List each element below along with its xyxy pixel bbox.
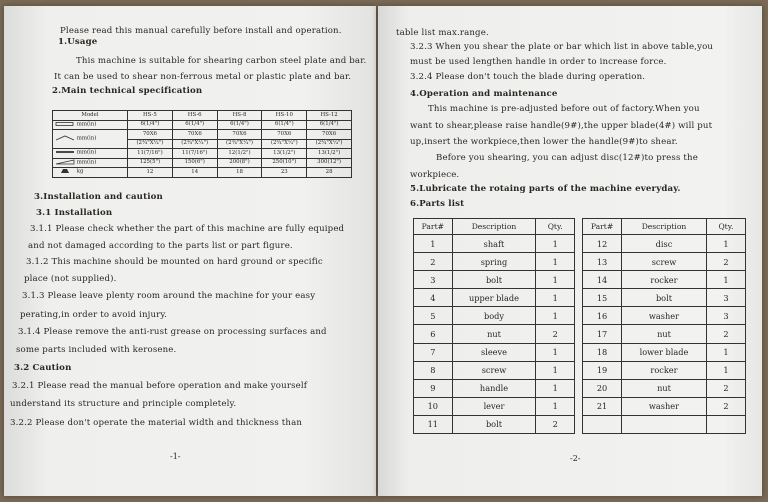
unit-label: mm(in) [76, 121, 97, 128]
parts-cell: sleeve [452, 343, 536, 361]
body-text: up,insert the workpiece,then lower the handle(9#)to shear. [410, 137, 678, 147]
parts-cell: washer [622, 397, 707, 415]
spec-cell: 150(6") [172, 158, 217, 168]
spec-cell: 6(1/4") [307, 120, 352, 130]
body-text: 3.2.2 Please don't operate the material width and thickness than [10, 418, 303, 428]
parts-cell [583, 415, 622, 433]
spec-cell: 11(7/16") [172, 149, 217, 159]
spec-row-label [53, 168, 128, 178]
body-text: workpiece. [410, 170, 460, 180]
spec-cell: HS-8 [217, 111, 262, 121]
parts-header-cell: Part# [414, 219, 453, 235]
parts-cell: bolt [452, 415, 536, 433]
spec-row [53, 130, 352, 140]
parts-cell: screw [452, 361, 536, 379]
parts-cell: 2 [706, 253, 745, 271]
parts-header-cell: Part# [583, 219, 622, 235]
spec-cell: (2¾"X¼") [262, 139, 307, 149]
right-manual-page [378, 6, 762, 496]
body-text: 3.1.3 Please leave plenty room around the machine for your easy [22, 291, 316, 301]
spec-cell: 28 [307, 168, 352, 178]
body-text: This machine is pre-adjusted before out of factory.When you [428, 104, 700, 114]
parts-cell: 1 [414, 235, 453, 253]
operation-heading: 4.Operation and maintenance [410, 89, 558, 99]
parts-table-right [582, 218, 746, 434]
table-row [414, 253, 575, 271]
parts-cell: 1 [536, 379, 575, 397]
spec-cell: 14 [172, 168, 217, 178]
body-text: 3.2.3 When you shear the plate or bar which list in above table,you [410, 42, 714, 52]
body-text: 3.1.1 Please check whether the part of this machine are fully equiped [30, 224, 345, 234]
table-row [414, 415, 575, 433]
parts-header-cell: Qty. [536, 219, 575, 235]
parts-cell: upper blade [452, 289, 536, 307]
parts-cell: 10 [414, 397, 453, 415]
parts-cell: 2 [706, 325, 745, 343]
table-row [414, 397, 575, 415]
parts-table-left [413, 218, 575, 434]
body-text: must be used lengthen handle in order to increase force. [410, 57, 667, 67]
spec-row [53, 168, 352, 178]
parts-header-row [583, 219, 746, 235]
parts-cell: 2 [536, 325, 575, 343]
parts-cell: 9 [414, 379, 453, 397]
table-row [583, 361, 746, 379]
body-text: understand its structure and principle completely. [10, 399, 237, 409]
spec-cell: 70X6 [262, 130, 307, 140]
parts-cell: 15 [583, 289, 622, 307]
spec-cell: HS-6 [172, 111, 217, 121]
unit-label: mm(in) [76, 149, 97, 156]
spec-row [53, 120, 352, 130]
spec-header-row [53, 111, 352, 121]
parts-cell: 20 [583, 379, 622, 397]
left-manual-page [4, 6, 376, 496]
parts-cell: 19 [583, 361, 622, 379]
round-bar-icon [55, 149, 75, 155]
table-row [414, 271, 575, 289]
parts-cell: 1 [536, 253, 575, 271]
parts-header-row [414, 219, 575, 235]
spec-cell: 18 [217, 168, 262, 178]
spec-cell: 70X6 [128, 130, 173, 140]
parts-cell [706, 415, 745, 433]
body-text: place (not supplied). [24, 274, 117, 284]
body-text: Before you shearing, you can adjust disc(12#)to press the [436, 153, 698, 163]
spec-cell: HS-12 [307, 111, 352, 121]
parts-cell: 18 [583, 343, 622, 361]
parts-cell: 1 [536, 343, 575, 361]
usage-heading: 1.Usage [58, 37, 98, 47]
parts-header-cell: Description [452, 219, 536, 235]
spec-cell: 23 [262, 168, 307, 178]
spec-cell: (2¾"X¼") [217, 139, 262, 149]
parts-header-cell: Description [622, 219, 707, 235]
parts-cell: bolt [622, 289, 707, 307]
parts-cell: 17 [583, 325, 622, 343]
spec-cell: 125(5") [128, 158, 173, 168]
parts-cell: disc [622, 235, 707, 253]
flat-plate-icon [55, 121, 75, 127]
parts-cell: 12 [583, 235, 622, 253]
intro-line: Please read this manual carefully before install and operation. [60, 26, 342, 36]
installation-heading: 3.Installation and caution [34, 192, 163, 202]
lubricate-heading: 5.Lubricate the rotaing parts of the machine everyday. [410, 184, 681, 194]
parts-cell: washer [622, 307, 707, 325]
page-number: -2- [570, 454, 581, 463]
spec-table [52, 110, 352, 178]
body-text: want to shear,please raise handle(9#),the upper blade(4#) will put [410, 121, 713, 131]
spec-row-label [53, 149, 128, 159]
parts-cell: nut [622, 325, 707, 343]
table-row [414, 343, 575, 361]
spec-cell: 70X6 [172, 130, 217, 140]
parts-cell: 11 [414, 415, 453, 433]
parts-cell: 2 [414, 253, 453, 271]
parts-cell: 1 [536, 235, 575, 253]
parts-cell [622, 415, 707, 433]
parts-cell: 16 [583, 307, 622, 325]
body-text: some parts included with kerosene. [16, 345, 177, 355]
parts-cell: 8 [414, 361, 453, 379]
body-text: perating,in order to avoid injury. [20, 310, 168, 320]
body-text: and not damaged according to the parts list or part figure. [28, 241, 293, 251]
parts-cell: 7 [414, 343, 453, 361]
parts-cell: shaft [452, 235, 536, 253]
parts-cell: body [452, 307, 536, 325]
spec-cell: 200(8") [217, 158, 262, 168]
parts-cell: bolt [452, 271, 536, 289]
parts-cell: handle [452, 379, 536, 397]
parts-cell: 5 [414, 307, 453, 325]
spec-cell: HS-5 [128, 111, 173, 121]
installation-subheading: 3.1 Installation [36, 208, 113, 218]
spec-row [53, 149, 352, 159]
table-row [583, 253, 746, 271]
parts-cell: lever [452, 397, 536, 415]
table-row [414, 379, 575, 397]
parts-cell: 1 [536, 307, 575, 325]
parts-cell: nut [622, 379, 707, 397]
parts-cell: 4 [414, 289, 453, 307]
spec-cell: 11(7/16") [128, 149, 173, 159]
weight-icon [55, 168, 75, 174]
spec-cell: 6(1/4") [128, 120, 173, 130]
blade-length-icon [55, 159, 75, 165]
parts-cell: 1 [536, 361, 575, 379]
parts-cell: 1 [536, 271, 575, 289]
spec-cell: 13(1/2") [262, 149, 307, 159]
spec-heading: 2.Main technical specification [52, 86, 203, 96]
spec-row-label [53, 120, 128, 130]
spec-cell: 300(12") [307, 158, 352, 168]
spec-cell: 250(10") [262, 158, 307, 168]
parts-cell: screw [622, 253, 707, 271]
table-row [414, 325, 575, 343]
table-row [583, 271, 746, 289]
parts-cell: 1 [536, 397, 575, 415]
parts-cell: 2 [536, 415, 575, 433]
spec-row-label [53, 158, 128, 168]
unit-label: mm(in) [76, 135, 97, 142]
parts-cell: nut [452, 325, 536, 343]
parts-cell: lower blade [622, 343, 707, 361]
parts-cell: 2 [706, 379, 745, 397]
parts-cell: 13 [583, 253, 622, 271]
caution-heading: 3.2 Caution [14, 363, 72, 373]
parts-cell: spring [452, 253, 536, 271]
parts-cell: 1 [536, 289, 575, 307]
table-row [583, 325, 746, 343]
parts-cell: 1 [706, 235, 745, 253]
parts-cell: rocker [622, 271, 707, 289]
parts-list-heading: 6.Parts list [410, 199, 465, 209]
spec-cell: HS-10 [262, 111, 307, 121]
spec-row [53, 158, 352, 168]
unit-label: mm(in) [76, 159, 97, 166]
table-row [414, 307, 575, 325]
usage-text-2: It can be used to shear non-ferrous metal or plastic plate and bar. [54, 72, 352, 82]
spec-cell: (2¾"X¼") [172, 139, 217, 149]
parts-cell: 1 [706, 271, 745, 289]
table-row [583, 379, 746, 397]
table-row [583, 235, 746, 253]
spec-cell: 6(1/4") [217, 120, 262, 130]
spec-cell: 70X6 [217, 130, 262, 140]
spec-cell: (2¾"X¼") [128, 139, 173, 149]
parts-header-cell: Qty. [706, 219, 745, 235]
table-row [583, 289, 746, 307]
parts-cell: 6 [414, 325, 453, 343]
spec-cell: 6(1/4") [172, 120, 217, 130]
parts-cell: 3 [706, 289, 745, 307]
spec-cell: 13(1/2") [307, 149, 352, 159]
parts-cell: 3 [414, 271, 453, 289]
unit-label: kg [76, 168, 84, 175]
spec-cell: Model [53, 111, 128, 121]
table-row [583, 343, 746, 361]
parts-cell: 3 [706, 307, 745, 325]
table-row [583, 397, 746, 415]
spec-cell: 12 [128, 168, 173, 178]
table-row [414, 235, 575, 253]
spec-cell: 70X6 [307, 130, 352, 140]
parts-cell: 1 [706, 343, 745, 361]
spec-cell: 12(1/2") [217, 149, 262, 159]
body-text: 3.1.4 Please remove the anti-rust grease on processing surfaces and [18, 327, 327, 337]
usage-text-1: This machine is suitable for shearing carbon steel plate and bar. [76, 56, 367, 66]
table-row [583, 307, 746, 325]
angle-bar-icon [55, 135, 75, 141]
page-number: -1- [170, 452, 181, 461]
spec-cell: (2¾"X¼") [307, 139, 352, 149]
body-text: 3.1.2 This machine should be mounted on hard ground or specific [26, 257, 323, 267]
parts-cell: 14 [583, 271, 622, 289]
table-row [583, 415, 746, 433]
parts-cell: 1 [706, 361, 745, 379]
body-text: 3.2.1 Please read the manual before operation and make yourself [12, 381, 308, 391]
parts-cell: rocker [622, 361, 707, 379]
body-text: 3.2.4 Please don't touch the blade during operation. [410, 72, 646, 82]
spec-cell: 6(1/4") [262, 120, 307, 130]
body-text: table list max.range. [396, 28, 489, 38]
table-row [414, 361, 575, 379]
table-row [414, 289, 575, 307]
parts-cell: 2 [706, 397, 745, 415]
parts-cell: 21 [583, 397, 622, 415]
spec-row-label [53, 130, 128, 149]
